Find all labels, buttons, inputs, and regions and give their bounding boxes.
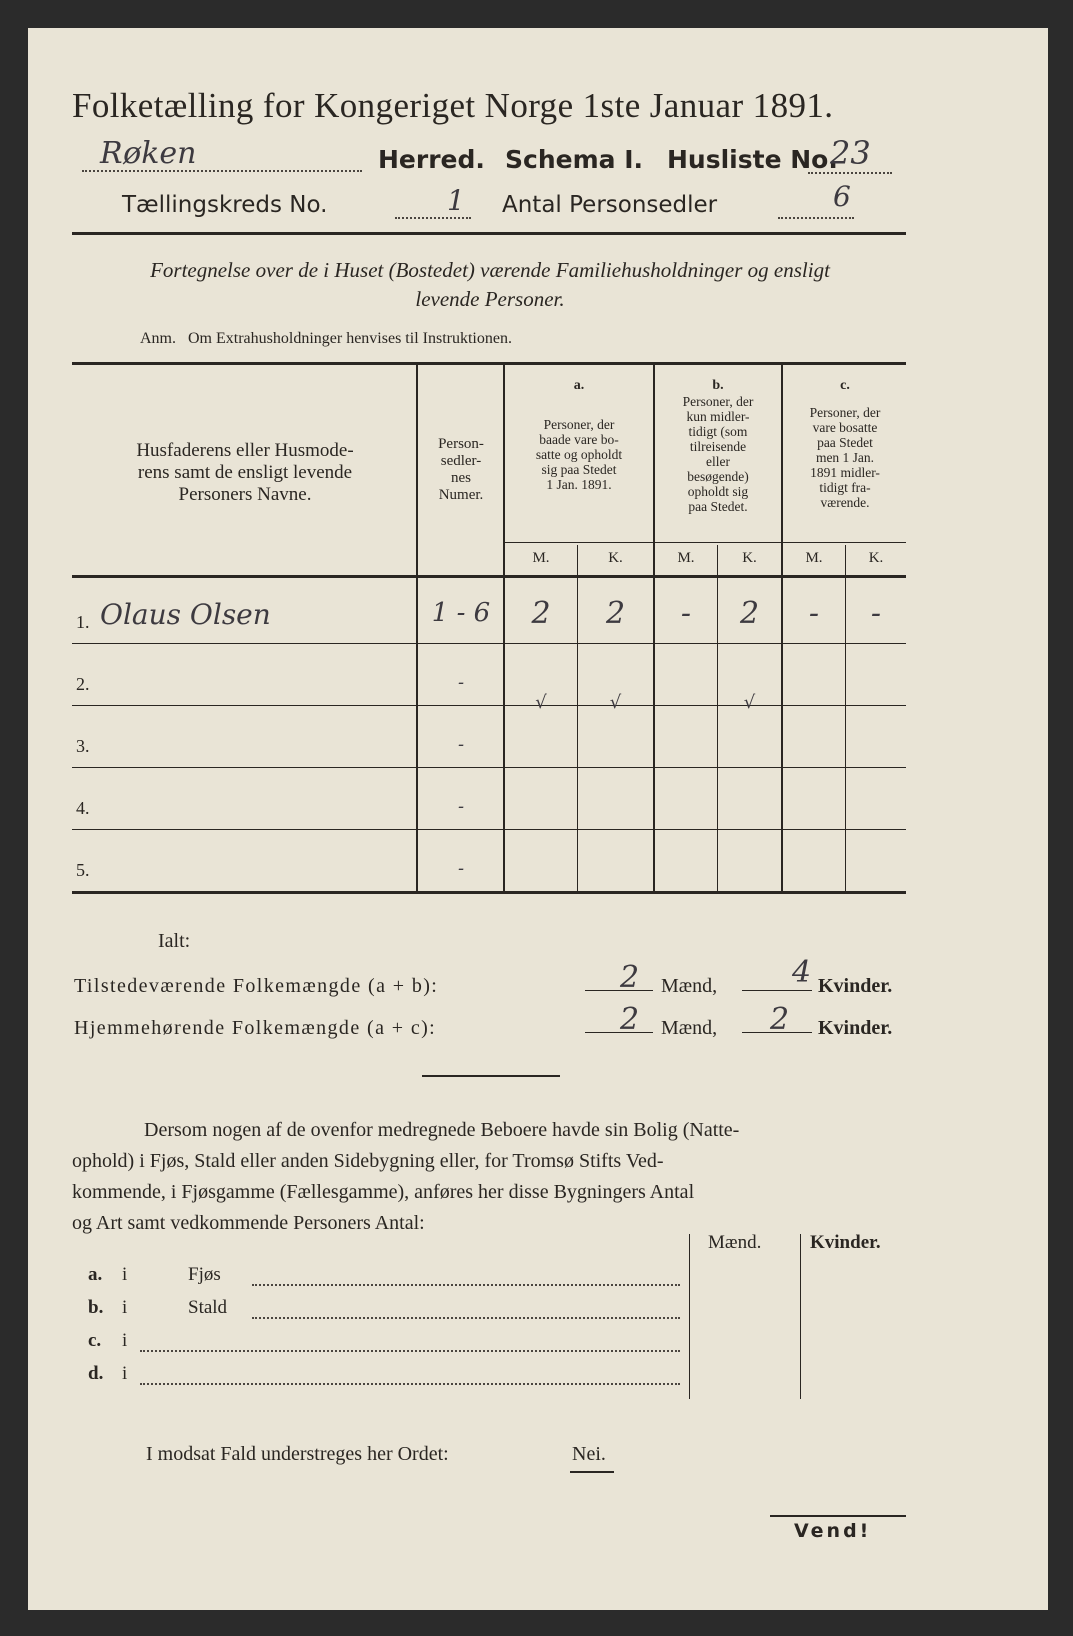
count-cell-ak: 2 [605, 596, 626, 631]
col-a-header: Personer, der baade vare bo- satte og opholdt sig paa Stedet 1 Jan. 1891. [535, 417, 623, 492]
hjemme-k-value: 2 [770, 1002, 790, 1037]
item-label: Stald [188, 1297, 228, 1318]
names-col-header: Husfaderens eller Husmode- rens samt de ensligt levende Personers Navne. [136, 440, 354, 505]
col-divider [800, 1234, 801, 1399]
col-divider [689, 1234, 690, 1399]
row-number: 4. [76, 798, 90, 818]
person-name: Olaus Olsen [100, 598, 271, 631]
hjemme-m-line [585, 1032, 653, 1033]
nei-word: Nei. [572, 1443, 606, 1465]
count-cell-bk: 2 [739, 596, 760, 631]
maend-col-header: Mænd. [708, 1232, 762, 1253]
hjemme-kvinder: Kvinder. [818, 1017, 893, 1039]
item-letter: c. [88, 1330, 102, 1351]
personseddel-number: 1 - 6 [431, 598, 491, 628]
item-label: Fjøs [188, 1264, 221, 1285]
item-letter: a. [88, 1264, 103, 1285]
tilstede-m-line [585, 990, 653, 991]
herred-label: Herred. [378, 145, 485, 174]
row-rule [72, 829, 906, 830]
item-dotted-line [140, 1375, 680, 1385]
num-col-header: Person- sedler- nes Numer. [438, 436, 484, 503]
item-prep: i [122, 1264, 128, 1285]
row-number: 2. [76, 674, 90, 694]
col-c-k: K. [868, 550, 884, 566]
row-number: 1. [76, 612, 90, 632]
col-c-m: M. [805, 550, 823, 566]
personseddel-number: - [457, 672, 465, 693]
col-a-k: K. [608, 550, 623, 566]
header-rule [72, 232, 906, 235]
col-c-letter: c. [840, 378, 850, 393]
count-cell-ak: √ [609, 692, 622, 713]
hjemme-maend: Mænd, [661, 1017, 718, 1039]
item-prep: i [122, 1297, 128, 1318]
anm-note: Anm. Om Extrahusholdninger henvises til Instruktionen. [140, 330, 512, 347]
count-cell-cm: - [808, 596, 820, 631]
vend-label: Vend! [794, 1520, 872, 1542]
item-prep: i [122, 1363, 128, 1384]
kreds-value: 1 [447, 184, 465, 217]
row-rule [72, 891, 906, 892]
hjemme-m-value: 2 [620, 1002, 640, 1037]
tilstede-maend: Mænd, [661, 975, 718, 997]
col-b-letter: b. [712, 378, 724, 393]
col-b-m: M. [677, 550, 695, 566]
row-rule [72, 767, 906, 768]
count-cell-am: 2 [531, 596, 551, 631]
bolig-paragraph: Dersom nogen af de ovenfor medregnede Beboere havde sin Bolig (Natte- ophold) i Fjøs, Stald eller anden Sidebygning eller, for Tromsø Stifts Ved- kommende, i Fjøsgamme (Fællesgamme), anføres her disse Bygningers Antal og Art samt vedkommende Personers Antal: [72, 1119, 740, 1234]
item-letter: d. [88, 1363, 104, 1384]
row-number: 3. [76, 736, 90, 756]
vend-rule [770, 1515, 906, 1517]
husliste-label: Husliste No. [667, 145, 838, 174]
separator-rule [422, 1075, 560, 1077]
col-b-k: K. [742, 550, 757, 566]
item-dotted-line [252, 1309, 680, 1319]
herred-value: Røken [100, 136, 197, 171]
schema-label: Schema I. [505, 145, 644, 174]
count-cell-bm: - [680, 596, 692, 631]
form-title: Folketælling for Kongeriget Norge 1ste Januar 1891. [72, 86, 834, 125]
mk-header-rule [503, 542, 906, 543]
kvinder-col-header: Kvinder. [810, 1232, 881, 1253]
antal-label: Antal Personsedler [502, 192, 718, 218]
row-rule [72, 643, 906, 644]
personseddel-number: - [457, 858, 465, 879]
col-a-letter: a. [573, 378, 585, 393]
col-a-m: M. [532, 550, 550, 566]
antal-value: 6 [833, 180, 851, 213]
col-b-header: Personer, der kun midler- tidigt (som tilreisende eller besøgende) opholdt sig paa Stedet. [682, 394, 754, 514]
count-cell-ck: - [870, 596, 882, 631]
item-prep: i [122, 1330, 128, 1351]
hjemme-label: Hjemmehørende Folkemængde (a + c): [74, 1017, 437, 1039]
tilstede-kvinder: Kvinder. [818, 975, 893, 997]
item-letter: b. [88, 1297, 104, 1318]
personseddel-number: - [457, 734, 465, 755]
nei-underline [570, 1471, 614, 1473]
table-bottom-rule [72, 892, 906, 894]
intro-line-1: Fortegnelse over de i Huset (Bostedet) værende Familiehusholdninger og ensligt [150, 258, 830, 282]
item-dotted-line [140, 1342, 680, 1352]
modsat-text: I modsat Fald understreges her Ordet: [146, 1443, 449, 1465]
tilstede-k-value: 4 [792, 955, 812, 990]
personseddel-number: - [457, 796, 465, 817]
tilstede-m-value: 2 [620, 960, 640, 995]
husliste-value: 23 [830, 134, 871, 172]
col-c-header: Personer, der vare bosatte paa Stedet men 1 Jan. 1891 midler- tidigt fra- værende. [809, 405, 881, 510]
intro-line-2: levende Personer. [415, 287, 565, 311]
kreds-label: Tællingskreds No. [122, 192, 328, 218]
ialt-label: Ialt: [158, 930, 191, 952]
count-cell-bk: √ [743, 692, 756, 713]
item-dotted-line [252, 1276, 680, 1286]
tilstede-k-line [742, 990, 812, 991]
row-number: 5. [76, 860, 90, 880]
tilstede-label: Tilstedeværende Folkemængde (a + b): [74, 975, 439, 997]
count-cell-am: √ [535, 692, 547, 713]
